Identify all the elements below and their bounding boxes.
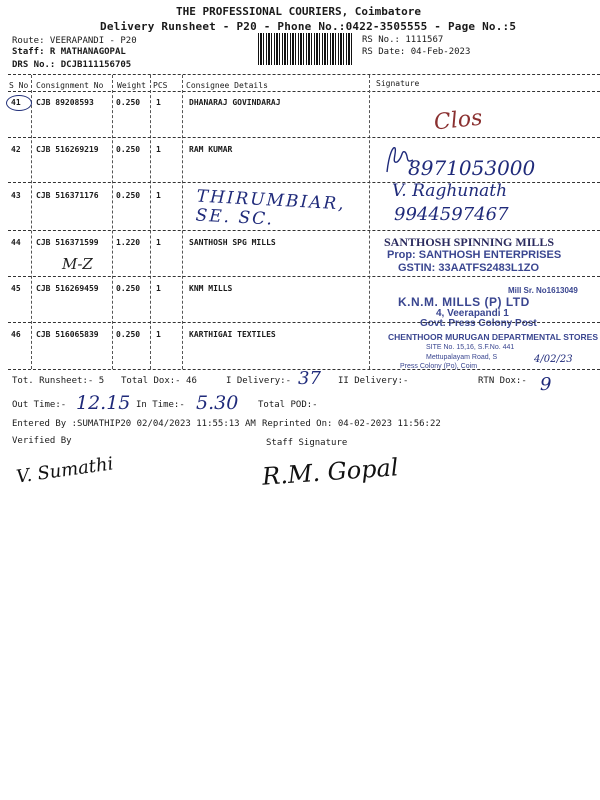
col-consignment: Consignment No bbox=[36, 81, 104, 90]
knm-stamp-line1: Mill Sr. No1613049 bbox=[508, 286, 578, 295]
santhosh-stamp-line3: GSTIN: 33AATFS2483L1ZO bbox=[398, 262, 539, 274]
barcode bbox=[258, 33, 353, 65]
ii-delivery-label: II Delivery:- bbox=[338, 376, 409, 386]
rs-date: RS Date: 04-Feb-2023 bbox=[362, 47, 471, 57]
company-name: THE PROFESSIONAL COURIERS, Coimbatore bbox=[176, 5, 422, 18]
row-46-weight: 0.250 bbox=[116, 330, 141, 339]
row-46-pcs: 1 bbox=[156, 330, 161, 339]
rs-number: RS No.: 1111567 bbox=[362, 35, 444, 45]
total-dox: Total Dox:- 46 bbox=[121, 376, 197, 386]
route: Route: VEERAPANDI - P20 bbox=[12, 36, 137, 46]
chenthoor-stamp-line2: SITE No. 15,16, S.F.No. 441 bbox=[426, 344, 515, 351]
knm-stamp-line4: Govt. Press Colony Post bbox=[420, 318, 537, 329]
i-delivery-value: 37 bbox=[298, 368, 321, 389]
drs-number: DRS No.: DCJB111156705 bbox=[12, 60, 132, 70]
rtn-dox-label: RTN Dox:- bbox=[478, 376, 527, 386]
row-46-sno: 46 bbox=[11, 330, 21, 339]
row-43-name: V. Raghunath bbox=[392, 181, 508, 201]
row-42-sno: 42 bbox=[11, 145, 21, 154]
row-45-consignment: CJB 516269459 bbox=[36, 284, 99, 293]
row-43-sno: 43 bbox=[11, 191, 21, 200]
row-45-sno: 45 bbox=[11, 284, 21, 293]
santhosh-stamp-line1: SANTHOSH SPINNING MILLS bbox=[384, 235, 555, 249]
row-42-pcs: 1 bbox=[156, 145, 161, 154]
circle-mark bbox=[6, 95, 32, 111]
total-pod-label: Total POD:- bbox=[258, 400, 318, 410]
out-time-label: Out Time:- bbox=[12, 400, 67, 410]
out-time-value: 12.15 bbox=[76, 392, 131, 414]
row-44-consignment: CJB 516371599 bbox=[36, 238, 99, 247]
row-45-pcs: 1 bbox=[156, 284, 161, 293]
col-weight: Weight bbox=[117, 81, 146, 90]
row-44-pcs: 1 bbox=[156, 238, 161, 247]
row-43-pcs: 1 bbox=[156, 191, 161, 200]
santhosh-stamp-line2: Prop: SANTHOSH ENTERPRISES bbox=[387, 249, 562, 261]
in-time-value: 5.30 bbox=[196, 392, 239, 414]
row-44-weight: 1.220 bbox=[116, 238, 141, 247]
staff: Staff: R MATHANAGOPAL bbox=[12, 47, 126, 57]
row-45-weight: 0.250 bbox=[116, 284, 141, 293]
row-45-consignee: KNM MILLS bbox=[189, 284, 233, 293]
verified-by-label: Verified By bbox=[12, 436, 72, 446]
chenthoor-stamp-line1: CHENTHOOR MURUGAN DEPARTMENTAL STORES bbox=[388, 332, 598, 342]
row-44-mark: M-Z bbox=[62, 255, 93, 273]
col-pcs: PCS bbox=[153, 81, 168, 90]
col-sno: S No bbox=[9, 81, 29, 90]
row-42-consignee: RAM KUMAR bbox=[189, 145, 233, 154]
in-time-label: In Time:- bbox=[136, 400, 185, 410]
row-42-weight: 0.250 bbox=[116, 145, 141, 154]
row-41-sno: 41 bbox=[11, 98, 21, 107]
stamp-date: 4/02/23 bbox=[534, 354, 573, 365]
row-43-weight: 0.250 bbox=[116, 191, 141, 200]
row-43-consignee-handwritten: THIRUMBIAR, SE. SC. bbox=[195, 186, 347, 230]
rtn-dox-value: 9 bbox=[540, 374, 552, 395]
row-41-consignee: DHANARAJ GOVINDARAJ bbox=[189, 98, 281, 107]
row-46-consignee: KARTHIGAI TEXTILES bbox=[189, 330, 276, 339]
row-41-pcs: 1 bbox=[156, 98, 161, 107]
row-41-signature: Clos bbox=[432, 105, 484, 136]
knm-stamp-line2: K.N.M. MILLS (P) LTD bbox=[398, 295, 530, 309]
staff-signature: R.M. Gopal bbox=[261, 453, 400, 491]
row-44-sno: 44 bbox=[11, 238, 21, 247]
chenthoor-stamp-line4: Press Colony (Po), Coim bbox=[400, 363, 478, 370]
reprinted-on: Reprinted On: 04-02-2023 11:56:22 bbox=[262, 419, 441, 429]
staff-signature-label: Staff Signature bbox=[266, 438, 348, 448]
row-42-phone: 8971053000 bbox=[408, 156, 536, 180]
row-44-consignee: SANTHOSH SPG MILLS bbox=[189, 238, 276, 247]
chenthoor-stamp-line3: Mettupalayam Road, S bbox=[426, 354, 498, 361]
knm-stamp-line3: 4, Veerapandi 1 bbox=[436, 308, 509, 319]
row-43-consignment: CJB 516371176 bbox=[36, 191, 99, 200]
row-42-consignment: CJB 516269219 bbox=[36, 145, 99, 154]
row-46-consignment: CJB 516065839 bbox=[36, 330, 99, 339]
col-signature: Signature bbox=[376, 79, 420, 88]
row-41-weight: 0.250 bbox=[116, 98, 141, 107]
col-consignee: Consignee Details bbox=[186, 81, 268, 90]
row-43-phone: 9944597467 bbox=[394, 204, 509, 225]
i-delivery-label: I Delivery:- bbox=[226, 376, 292, 386]
total-runsheet: Tot. Runsheet:- 5 bbox=[12, 376, 105, 386]
verifier-signature: V. Sumathi bbox=[15, 453, 115, 488]
entered-by: Entered By :SUMATHIP20 02/04/2023 11:55:13 AM bbox=[12, 419, 256, 429]
row-41-consignment: CJB 89208593 bbox=[36, 98, 94, 107]
runsheet-title: Delivery Runsheet - P20 - Phone No.:0422-3505555 - Page No.:5 bbox=[100, 20, 517, 33]
